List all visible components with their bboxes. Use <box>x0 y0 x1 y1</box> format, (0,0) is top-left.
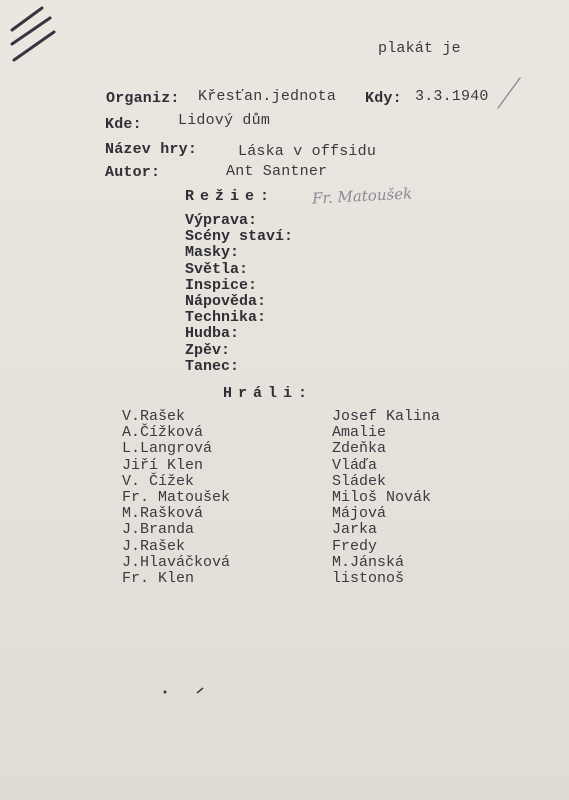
cast-heading: Hráli: <box>223 385 314 402</box>
kdy-value: 3.3.1940 <box>415 88 489 105</box>
actor-name: Fr. Matoušek <box>122 489 231 507</box>
roles-list <box>332 409 440 587</box>
actor-name: A.Čížková <box>122 424 204 442</box>
crew-item: Nápověda: <box>185 293 267 311</box>
kde-label: Kde: <box>105 116 142 133</box>
actor-name: J.Hlaváčková <box>122 553 231 571</box>
poster-note: plakát je <box>378 40 461 57</box>
nazev-value: Láska v offsidu <box>238 143 377 160</box>
kdy-label: Kdy: <box>365 90 402 107</box>
crew-item: Scény staví: <box>185 228 294 246</box>
crew-item: Světla: <box>185 260 249 278</box>
role-name: M.Jánská <box>332 553 405 571</box>
role-name: Jarka <box>332 521 378 539</box>
role-name: Sládek <box>332 472 387 490</box>
rezie-label: Režie: <box>185 188 276 205</box>
crew-item: Masky: <box>185 244 240 262</box>
role-name: listonoš <box>332 570 405 588</box>
crew-item: Technika: <box>185 309 267 327</box>
actor-name: V. Čížek <box>122 472 195 490</box>
actors-list <box>122 409 230 587</box>
crew-item: Hudba: <box>185 325 240 343</box>
crew-item: Tanec: <box>185 357 240 375</box>
autor-value: Ant Santner <box>226 163 328 180</box>
role-name: Májová <box>332 505 387 523</box>
rezie-handwritten: Fr. Matoušek <box>311 184 413 208</box>
actor-name: J.Rašek <box>122 537 186 555</box>
actor-name: M.Rašková <box>122 505 204 523</box>
actor-name: Fr. Klen <box>122 570 195 588</box>
crew-item: Inspice: <box>185 276 258 294</box>
actor-name: V.Rašek <box>122 408 186 425</box>
organiz-value: Křesťan.jednota <box>198 88 337 105</box>
actor-name: Jiří Klen <box>122 456 204 474</box>
crew-item: Výprava: <box>185 212 258 229</box>
role-name: Josef Kalina <box>332 408 441 425</box>
actor-name: L.Langrová <box>122 440 213 458</box>
organiz-label: Organiz: <box>106 90 180 107</box>
role-name: Miloš Novák <box>332 489 432 507</box>
nazev-label: Název hry: <box>105 141 198 158</box>
kde-value: Lidový dům <box>178 112 271 129</box>
crew-item: Zpěv: <box>185 341 231 359</box>
crew-list <box>185 213 293 375</box>
autor-label: Autor: <box>105 164 161 181</box>
role-name: Fredy <box>332 537 378 555</box>
role-name: Vláďa <box>332 456 378 474</box>
actor-name: J.Branda <box>122 521 195 539</box>
role-name: Amalie <box>332 424 387 442</box>
role-name: Zdeňka <box>332 440 387 458</box>
